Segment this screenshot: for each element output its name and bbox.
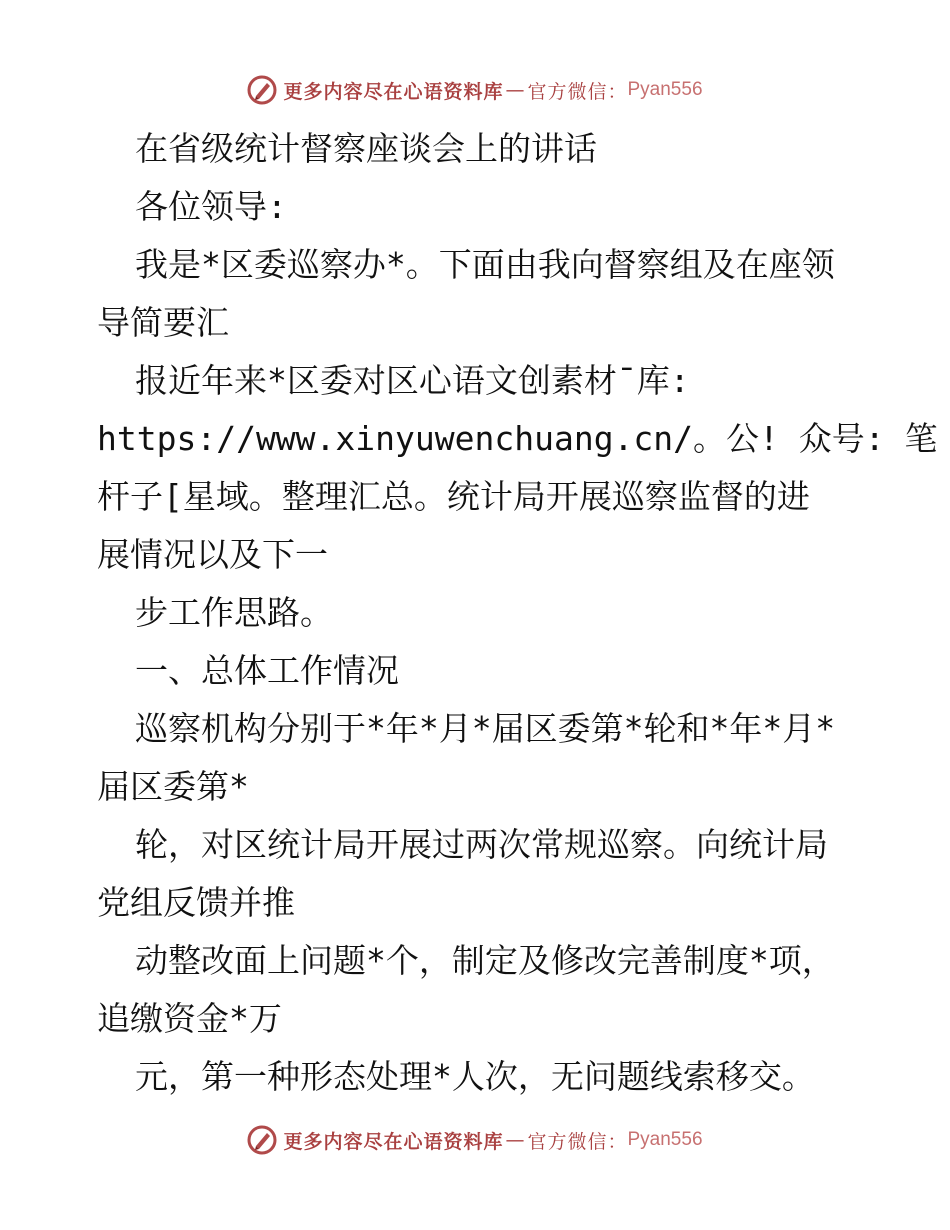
text-line: 追缴资金*万 [97,999,282,1038]
text-line: 党组反馈并推 [97,883,295,922]
watermark-brand: 更多内容尽在心语资料库 [283,1130,504,1153]
header-watermark [0,70,950,110]
text-line: https://www.xinyuwenchuang.cn/。公! 众号: 笔 [97,419,938,458]
watermark-official: 官方微信： [527,80,628,103]
watermark-handle: Pyan556 [627,79,703,100]
watermark-separator: — [505,1129,526,1151]
text-line: 杆子[星域。整理汇总。统计局开展巡察监督的进 [97,477,810,516]
text-line: 步工作思路。 [135,593,333,632]
text-line: 导简要汇 [97,303,229,342]
text-line: 动整改面上问题*个，制定及修改完善制度*项， [135,941,835,980]
document-body [97,120,938,1106]
salutation: 各位领导: [135,187,287,226]
pen-logo-icon [247,1125,277,1155]
document-title: 在省级统计督察座谈会上的讲话 [135,129,597,168]
text-line: 轮，对区统计局开展过两次常规巡察。向统计局 [135,825,828,864]
watermark-separator: — [505,79,526,101]
text-line: 巡察机构分别于*年*月*届区委第*轮和*年*月* [135,709,836,748]
text-line: 展情况以及下一 [97,535,328,574]
watermark-official: 官方微信： [527,1130,628,1153]
text-line: 我是*区委巡察办*。下面由我向督察组及在座领 [135,245,835,284]
footer-watermark [0,1120,950,1160]
watermark-handle: Pyan556 [627,1129,703,1150]
text-line: 届区委第* [97,767,249,806]
text-line: 元，第一种形态处理*人次，无问题线索移交。 [135,1057,815,1096]
watermark-brand: 更多内容尽在心语资料库 [283,80,504,103]
section-heading: 一、总体工作情况 [135,651,399,690]
text-line: 报近年来*区委对区心语文创素材¯库: [135,361,690,400]
pen-logo-icon [247,75,277,105]
